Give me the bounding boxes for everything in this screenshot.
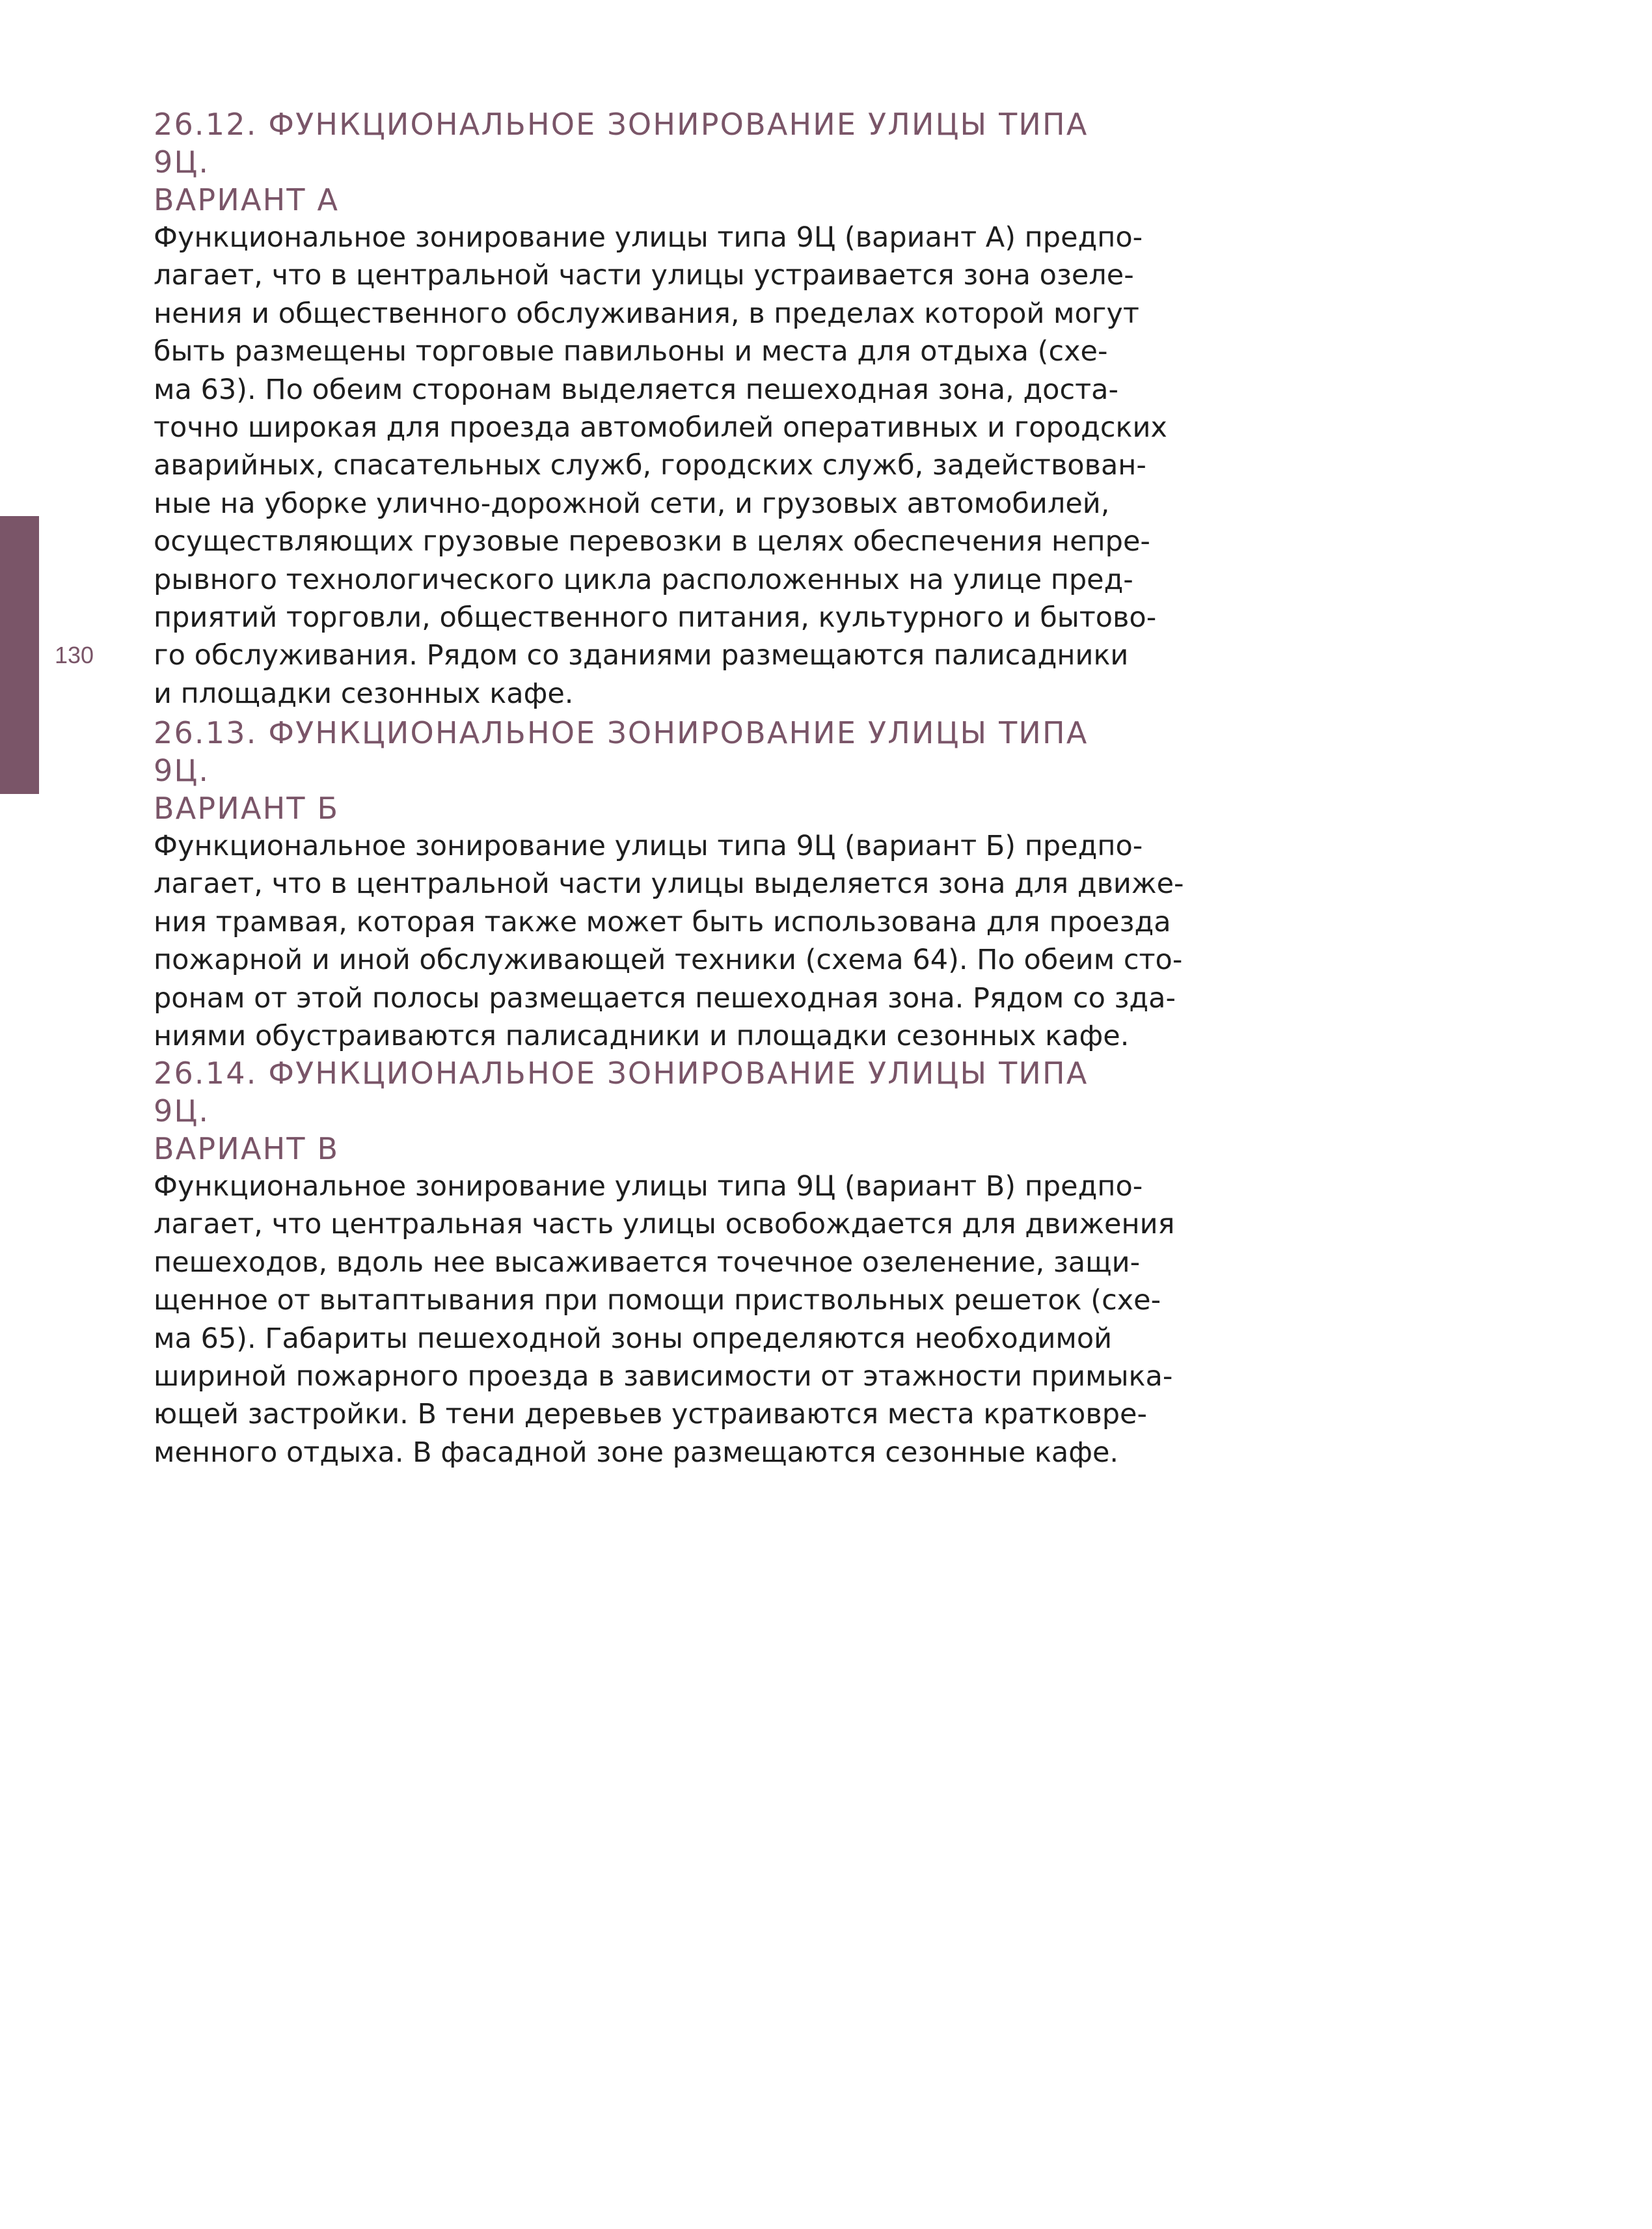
- body-line: менного отдыха. В фасадной зоне размещаются сезонные кафе.: [154, 1436, 1119, 1469]
- section-26-12: [154, 105, 1167, 713]
- body-line: ющей застройки. В тени деревьев устраиваются места кратковре-: [154, 1398, 1147, 1431]
- section-body: [154, 827, 1184, 1055]
- heading-line: 26.13. ФУНКЦИОНАЛЬНОЕ ЗОНИРОВАНИЕ УЛИЦЫ ТИПА 9Ц.: [154, 715, 1089, 788]
- body-line: пожарной и иной обслуживающей техники (схема 64). По обеим сто-: [154, 944, 1183, 977]
- body-line: ниями обустраиваются палисадники и площадки сезонных кафе.: [154, 1020, 1130, 1053]
- body-line: ма 63). По обеим сторонам выделяется пешеходная зона, доста-: [154, 373, 1119, 406]
- section-26-14: [154, 1054, 1175, 1471]
- section-heading: [154, 105, 1149, 219]
- body-line: лагает, что в центральной части улицы выделяется зона для движе-: [154, 868, 1184, 901]
- body-line: быть размещены торговые павильоны и места для отдыха (схе-: [154, 335, 1108, 368]
- body-line: точно широкая для проезда автомобилей оперативных и городских: [154, 411, 1167, 444]
- body-line: ные на уборке улично-дорожной сети, и грузовых автомобилей,: [154, 487, 1110, 520]
- body-line: аварийных, спасательных служб, городских служб, задействован-: [154, 449, 1146, 482]
- body-line: пешеходов, вдоль нее высаживается точечное озеленение, защи-: [154, 1246, 1141, 1279]
- body-line: и площадки сезонных кафе.: [154, 677, 574, 710]
- heading-line: ВАРИАНТ А: [154, 182, 340, 217]
- section-heading: [154, 714, 1149, 827]
- body-line: лагает, что в центральной части улицы устраивается зона озеле-: [154, 259, 1134, 292]
- heading-line: 26.12. ФУНКЦИОНАЛЬНОЕ ЗОНИРОВАНИЕ УЛИЦЫ ТИПА 9Ц.: [154, 107, 1089, 180]
- side-color-tab: [0, 516, 39, 794]
- body-line: щенное от вытаптывания при помощи приствольных решеток (схе-: [154, 1284, 1161, 1317]
- heading-line: ВАРИАНТ Б: [154, 791, 340, 826]
- body-line: ния трамвая, которая также может быть использована для проезда: [154, 905, 1171, 938]
- body-line: приятий торговли, общественного питания, культурного и бытово-: [154, 601, 1157, 635]
- body-line: нения и общественного обслуживания, в пределах которой могут: [154, 297, 1139, 330]
- heading-line: ВАРИАНТ В: [154, 1131, 340, 1166]
- body-line: шириной пожарного проезда в зависимости от этажности примыка-: [154, 1360, 1173, 1393]
- heading-line: 26.14. ФУНКЦИОНАЛЬНОЕ ЗОНИРОВАНИЕ УЛИЦЫ ТИПА 9Ц.: [154, 1056, 1089, 1128]
- section-26-13: [154, 714, 1184, 1055]
- body-line: лагает, что центральная часть улицы освобождается для движения: [154, 1208, 1175, 1241]
- body-line: осуществляющих грузовые перевозки в целях обеспечения непре-: [154, 525, 1150, 558]
- body-line: Функциональное зонирование улицы типа 9Ц (вариант В) предпо-: [154, 1170, 1143, 1203]
- section-body: [154, 219, 1167, 713]
- body-line: рывного технологического цикла расположенных на улице пред-: [154, 563, 1133, 596]
- body-line: Функциональное зонирование улицы типа 9Ц (вариант А) предпо-: [154, 221, 1143, 254]
- section-heading: [154, 1054, 1149, 1168]
- section-body: [154, 1168, 1175, 1471]
- body-line: ронам от этой полосы размещается пешеходная зона. Рядом со зда-: [154, 981, 1176, 1015]
- body-line: го обслуживания. Рядом со зданиями размещаются палисадники: [154, 639, 1129, 672]
- page-number: 130: [55, 642, 94, 668]
- body-line: Функциональное зонирование улицы типа 9Ц (вариант Б) предпо-: [154, 830, 1143, 862]
- body-line: ма 65). Габариты пешеходной зоны определяются необходимой: [154, 1322, 1113, 1355]
